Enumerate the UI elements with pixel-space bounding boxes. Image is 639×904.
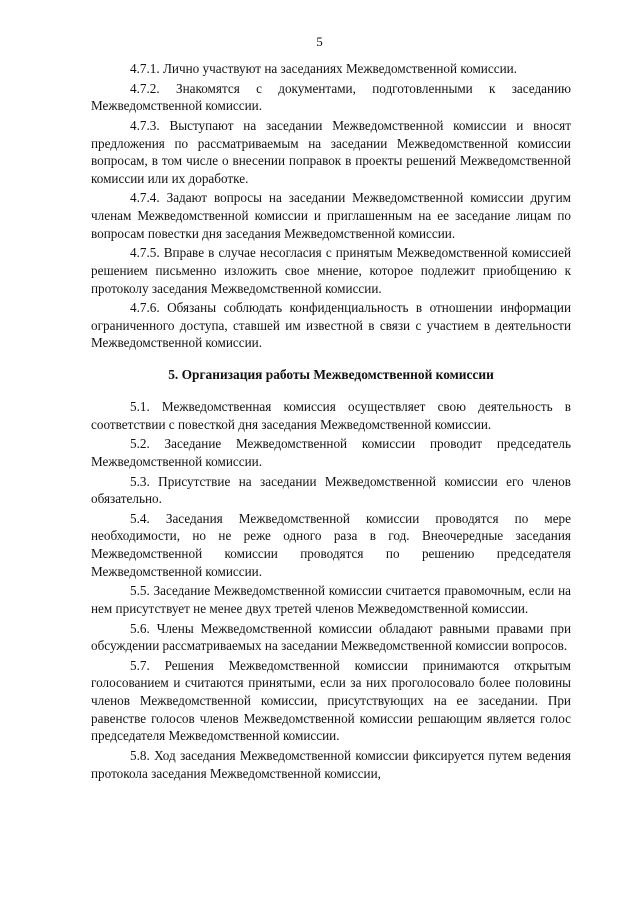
clause-5-6: 5.6. Члены Межведомственной комиссии обладают равными правами при обсуждении рассматриваемых на заседании Межведомственной комиссии вопросов. <box>91 620 571 654</box>
clause-4-7-6: 4.7.6. Обязаны соблюдать конфиденциальность в отношении информации ограниченного доступа, ставшей им известной в связи с участием в деятельности Межведомственной комиссии. <box>91 300 571 351</box>
clause-5-7: 5.7. Решения Межведомственной комиссии принимаются открытым голосованием и считаются принятыми, если за них проголосовало более половины членов Межведомственной комиссии, присутствующих на ее заседании. При равенстве голосов членов Межведомственной комиссии решающим является голос председателя Межведомственной комиссии. <box>91 657 571 744</box>
clause-5-4: 5.4. Заседания Межведомственной комиссии проводятся по мере необходимости, но не реже одного раза в год. Внеочередные заседания Межведомственной комиссии проводятся по решению председателя Межведомственной комиссии. <box>91 510 571 579</box>
clause-4-7-3: 4.7.3. Выступают на заседании Межведомственной комиссии и вносят предложения по рассматриваемым на заседании Межведомственной комиссии вопросам, в том числе о внесении поправок в проекты решений Межведомственной комиссии или их доработке. <box>91 117 571 186</box>
clause-4-7-2: 4.7.2. Знакомятся с документами, подготовленными к заседанию Межведомственной комиссии. <box>91 80 571 114</box>
clause-4-7-5: 4.7.5. Вправе в случае несогласия с принятым Межведомственной комиссией решением письменно изложить свое мнение, которое подлежит приобщению к протоколу заседания Межведомственной комиссии. <box>91 245 571 296</box>
document-body <box>91 60 571 784</box>
clause-4-7-1: 4.7.1. Лично участвуют на заседаниях Межведомственной комиссии. <box>130 61 517 76</box>
clause-5-1: 5.1. Межведомственная комиссия осуществляет свою деятельность в соответствии с повесткой дня заседания Межведомственной комиссии. <box>91 398 571 432</box>
clause-5-3: 5.3. Присутствие на заседании Межведомственной комиссии его членов обязательно. <box>91 473 571 507</box>
clause-5-5: 5.5. Заседание Межведомственной комиссии считается правомочным, если на нем присутствует не менее двух третей членов Межведомственной комиссии. <box>91 583 571 616</box>
clause-5-8: 5.8. Ход заседания Межведомственной комиссии фиксируется путем ведения протокола заседания Межведомственной комиссии, <box>91 747 571 781</box>
page-number: 5 <box>316 34 323 49</box>
section-5-heading: 5. Организация работы Межведомственной комиссии <box>168 366 494 382</box>
clause-4-7-4: 4.7.4. Задают вопросы на заседании Межведомственной комиссии другим членам Межведомственной комиссии и приглашенным на ее заседание лицам по вопросам повестки дня заседания Межведомственной комиссии. <box>91 190 571 241</box>
clause-5-2: 5.2. Заседание Межведомственной комиссии проводит председатель Межведомственной комиссии. <box>91 436 571 469</box>
